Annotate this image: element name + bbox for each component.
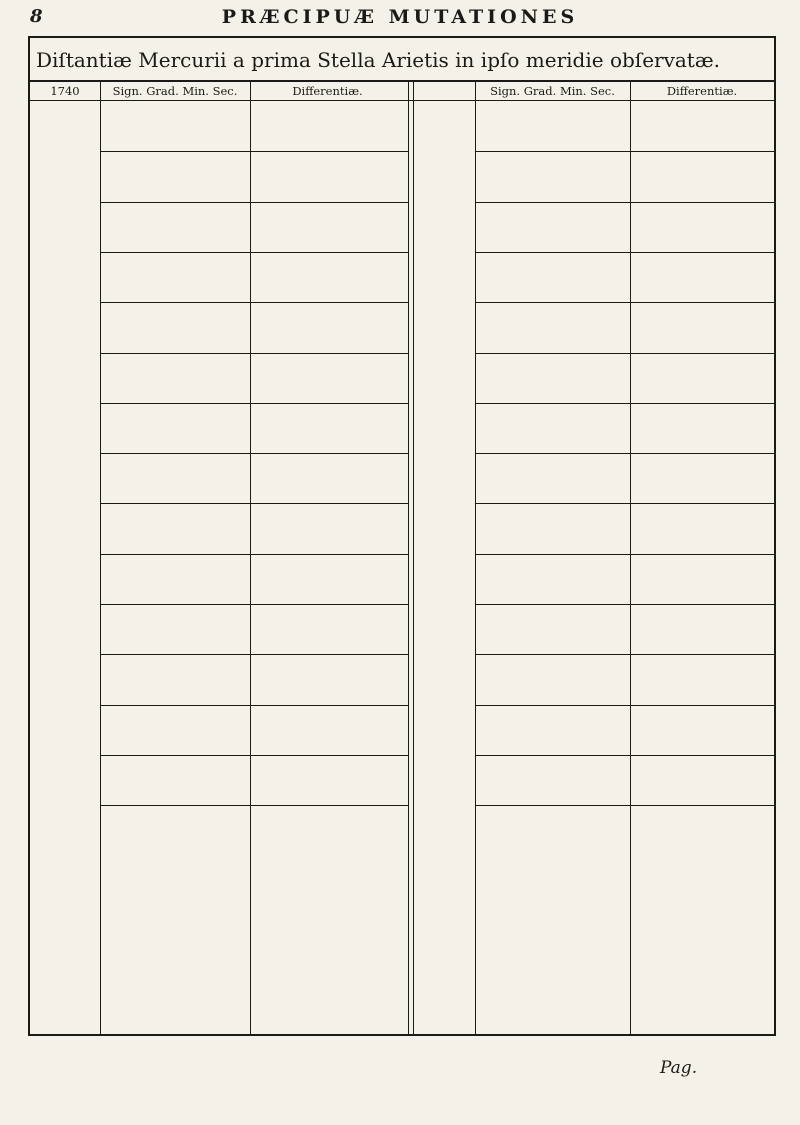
right-group-rule — [475, 604, 774, 605]
left-group-rule — [100, 705, 408, 706]
left-group-rule — [100, 353, 408, 354]
right-group-rule — [475, 202, 774, 203]
left-group-rule — [100, 554, 408, 555]
catchword: Pag. — [660, 1058, 698, 1078]
right-group-rule — [475, 302, 774, 303]
right-group-rule — [475, 151, 774, 152]
running-title: PRÆCIPUÆ MUTATIONES — [221, 6, 579, 28]
data-table — [30, 82, 774, 1034]
left-group-rule — [100, 202, 408, 203]
right-group-rule — [475, 353, 774, 354]
table-frame — [28, 36, 776, 1036]
left-group-rule — [100, 654, 408, 655]
left-diff-header: Differentiæ. — [292, 84, 363, 98]
left-group-rule — [100, 604, 408, 605]
year-header: 1740 — [50, 84, 80, 98]
col-rule — [100, 82, 101, 1034]
right-group-rule — [475, 453, 774, 454]
col-rule — [630, 82, 631, 1034]
right-group-rule — [475, 403, 774, 404]
right-group-rule — [475, 705, 774, 706]
page-header — [0, 6, 800, 32]
col-rule — [475, 82, 476, 1034]
left-group-rule — [100, 403, 408, 404]
header-rule — [30, 100, 774, 101]
left-group-rule — [100, 252, 408, 253]
page-number: 8 — [30, 6, 43, 27]
right-group-rule — [475, 503, 774, 504]
left-group-rule — [100, 503, 408, 504]
right-group-rule — [475, 654, 774, 655]
left-group-rule — [100, 151, 408, 152]
left-group-rule — [100, 755, 408, 756]
left-group-rule — [100, 453, 408, 454]
right-diff-header: Differentiæ. — [666, 84, 738, 98]
right-group-rule — [475, 252, 774, 253]
center-double-rule — [408, 82, 414, 1034]
right-group-rule — [475, 554, 774, 555]
left-group-rule — [100, 302, 408, 303]
right-group-rule — [475, 755, 774, 756]
table-title: Diſtantiæ Mercurii a prima Stella Arietis in ipſo meridie obſervatæ. — [30, 38, 774, 82]
left-group-rule — [100, 805, 408, 806]
right-sign-header: Sign. Grad. Min. Sec. — [490, 84, 615, 98]
col-rule — [250, 82, 251, 1034]
left-sign-header: Sign. Grad. Min. Sec. — [112, 84, 238, 98]
right-group-rule — [475, 805, 774, 806]
